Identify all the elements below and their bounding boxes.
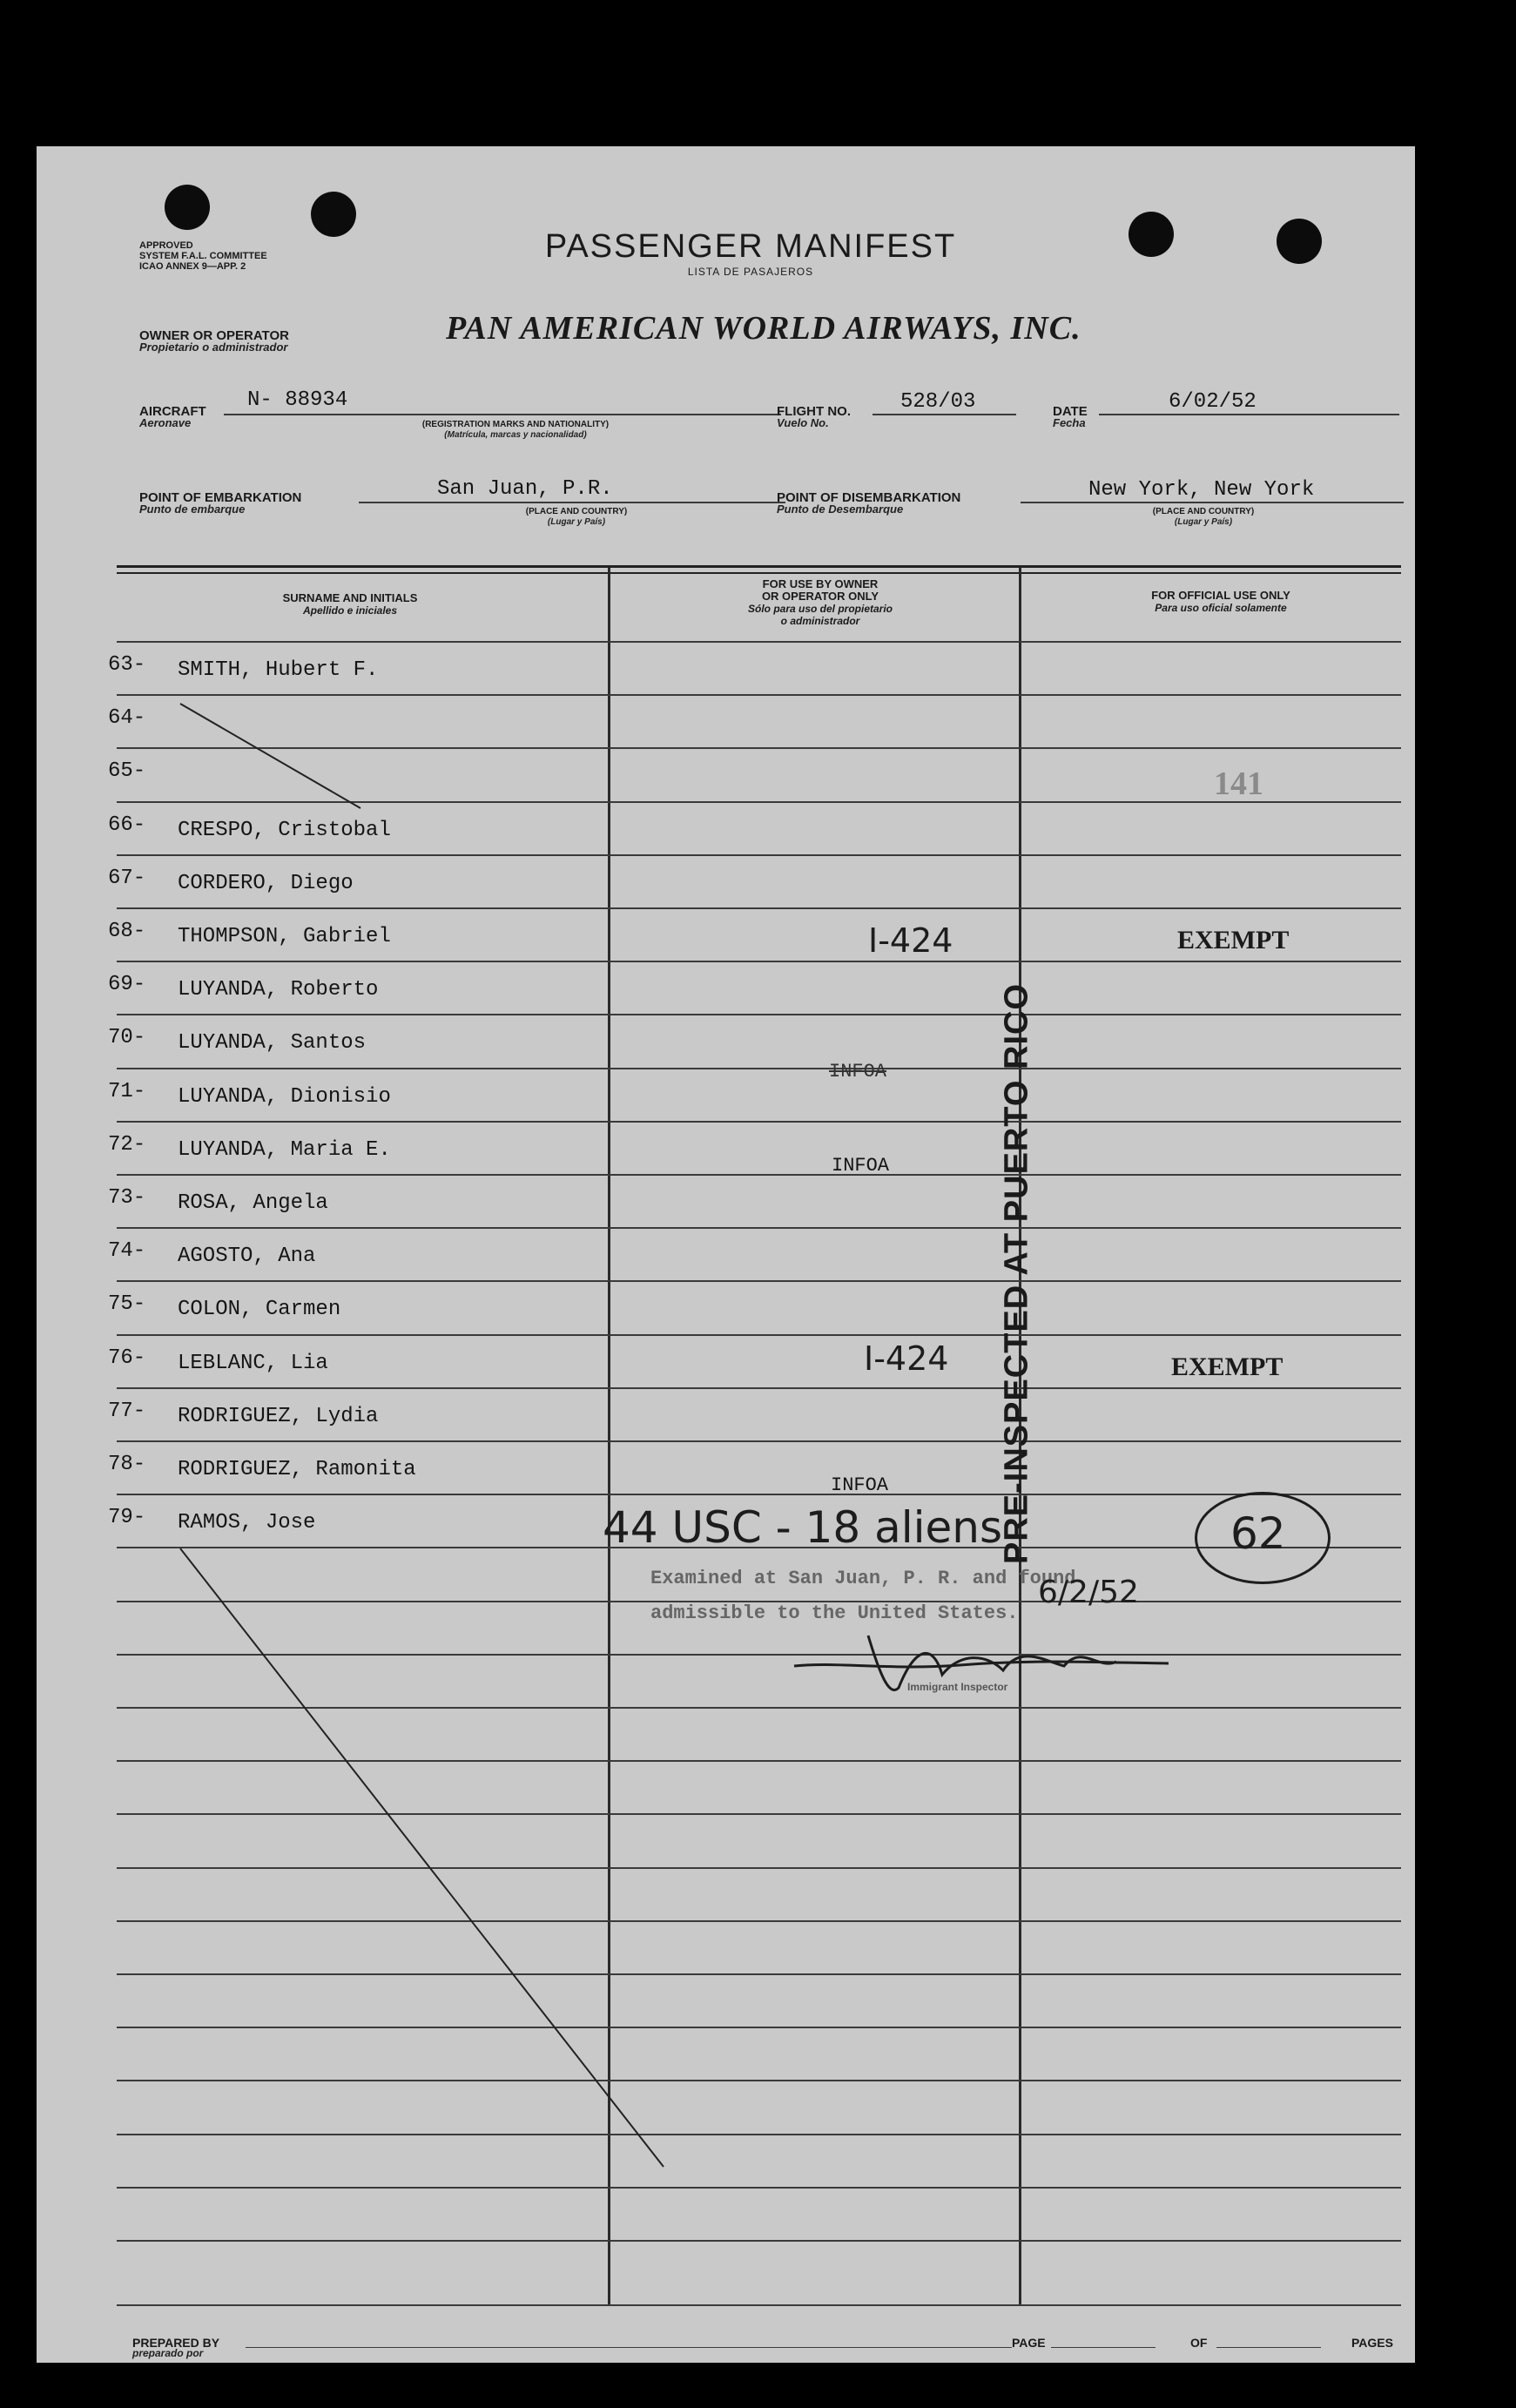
passenger-name: RODRIGUEZ, Lydia [178, 1405, 379, 1428]
passenger-name: LUYANDA, Maria E. [178, 1138, 391, 1162]
summary-handwriting: 44 USC - 18 aliens [603, 1502, 1003, 1553]
passenger-name: LUYANDA, Dionisio [178, 1085, 391, 1109]
infoa-note-2: INFOA [832, 1155, 890, 1177]
passenger-number: 75- [108, 1292, 146, 1316]
passenger-name: THOMPSON, Gabriel [178, 925, 391, 948]
passenger-number: 69- [108, 973, 146, 996]
date-value: 6/02/52 [1169, 390, 1257, 414]
passenger-name: CORDERO, Diego [178, 872, 354, 895]
i424-note-1: I-424 [868, 921, 953, 960]
passenger-name: LEBLANC, Lia [178, 1352, 328, 1375]
passenger-number: 72- [108, 1133, 146, 1157]
infoa-note-1: INFOA [829, 1061, 887, 1083]
passenger-number: 71- [108, 1080, 146, 1103]
passenger-number: 64- [108, 706, 146, 730]
disembark-place-note: (PLACE AND COUNTRY) (Lugar y País) [1152, 507, 1255, 527]
flight-label: FLIGHT NO. [777, 404, 851, 419]
date-label-es: Fecha [1053, 416, 1086, 429]
passenger-number: 77- [108, 1400, 146, 1423]
strike-lines [37, 146, 1415, 2363]
passenger-number: 74- [108, 1239, 146, 1263]
passenger-number: 73- [108, 1186, 146, 1210]
passenger-name: LUYANDA, Roberto [178, 978, 379, 1002]
form-title-es: LISTA DE PASAJEROS [687, 266, 814, 278]
passenger-number: 70- [108, 1026, 146, 1049]
passenger-name: AGOSTO, Ana [178, 1244, 316, 1268]
inspector-label: Immigrant Inspector [907, 1681, 1008, 1693]
passenger-number: 78- [108, 1453, 146, 1476]
committee-text: SYSTEM F.A.L. COMMITTEE [139, 251, 267, 261]
circled-count-value: 62 [1230, 1508, 1286, 1559]
registration-note: (REGISTRATION MARKS AND NATIONALITY) (Matrícula, marcas y nacionalidad) [421, 420, 610, 440]
manifest-sheet [37, 146, 1415, 2363]
disembark-label-es: Punto de Desembarque [777, 503, 904, 516]
embark-label-es: Punto de embarque [139, 503, 246, 516]
passenger-name: RAMOS, Jose [178, 1511, 316, 1535]
disembark-value: New York, New York [1088, 478, 1315, 502]
col-header-surname: SURNAME AND INITIALS Apellido e iniciales [282, 591, 418, 617]
passenger-number: 63- [108, 653, 146, 677]
passenger-name: COLON, Carmen [178, 1298, 341, 1321]
aircraft-value: N- 88934 [247, 388, 348, 412]
date-label: DATE [1053, 404, 1088, 419]
aircraft-label-es: Aeronave [139, 416, 192, 429]
pre-inspected-stamp: PRE-INSPECTED AT PUERTO RICO [998, 982, 1035, 1565]
passenger-name: CRESPO, Cristobal [178, 819, 391, 842]
operator-name: PAN AMERICAN WORLD AIRWAYS, INC. [446, 310, 1081, 347]
flight-label-es: Vuelo No. [777, 416, 829, 429]
aircraft-label: AIRCRAFT [139, 404, 206, 419]
embark-value: San Juan, P.R. [437, 477, 613, 501]
examined-stamp [650, 1561, 1075, 1631]
page-label: PAGE [1012, 2336, 1046, 2350]
flight-value: 528/03 [900, 390, 976, 414]
circled-count [1195, 1492, 1331, 1584]
col-header-official: FOR OFFICIAL USE ONLY Para uso oficial solamente [1151, 589, 1290, 614]
page-number-stamp: 141 [1214, 766, 1263, 802]
exempt-stamp-1: EXEMPT [1177, 926, 1290, 954]
examined-date: 6/2/52 [1038, 1575, 1139, 1610]
passenger-name: RODRIGUEZ, Ramonita [178, 1458, 416, 1481]
inspector-signature [785, 1627, 1186, 1705]
approved-text: APPROVED [139, 240, 193, 251]
col-header-owner: FOR USE BY OWNER OR OPERATOR ONLY Sólo para uso del propietario o administrador [747, 577, 893, 627]
exempt-stamp-2: EXEMPT [1171, 1352, 1284, 1381]
owner-label-es: Propietario o administrador [139, 341, 288, 354]
annex-text: ICAO ANNEX 9—APP. 2 [139, 261, 246, 272]
prepared-label: PREPARED BY [132, 2336, 220, 2350]
passenger-number: 68- [108, 920, 146, 943]
pages-label: PAGES [1351, 2336, 1393, 2350]
passenger-name: SMITH, Hubert F. [178, 658, 379, 682]
passenger-number: 79- [108, 1506, 146, 1529]
embark-place-note: (PLACE AND COUNTRY) (Lugar y País) [525, 507, 628, 527]
disembark-label: POINT OF DISEMBARKATION [777, 490, 961, 505]
examined-line-2: admissible to the United States. [650, 1602, 1019, 1624]
infoa-note-3: INFOA [831, 1474, 889, 1496]
passenger-number: 67- [108, 867, 146, 890]
prepared-label-es: preparado por [132, 2347, 204, 2359]
owner-label: OWNER OR OPERATOR [139, 328, 289, 343]
examined-line-1: Examined at San Juan, P. R. and found [650, 1568, 1076, 1589]
prepared-by-block [132, 2337, 219, 2358]
passenger-name: LUYANDA, Santos [178, 1031, 367, 1055]
form-title: PASSENGER MANIFEST [544, 228, 957, 265]
passenger-number: 66- [108, 813, 146, 837]
passenger-number: 76- [108, 1346, 146, 1370]
of-label: OF [1190, 2336, 1208, 2350]
passenger-name: ROSA, Angela [178, 1191, 328, 1215]
i424-note-2: I-424 [864, 1339, 949, 1378]
embark-label: POINT OF EMBARKATION [139, 490, 302, 505]
passenger-number: 65- [108, 759, 146, 783]
